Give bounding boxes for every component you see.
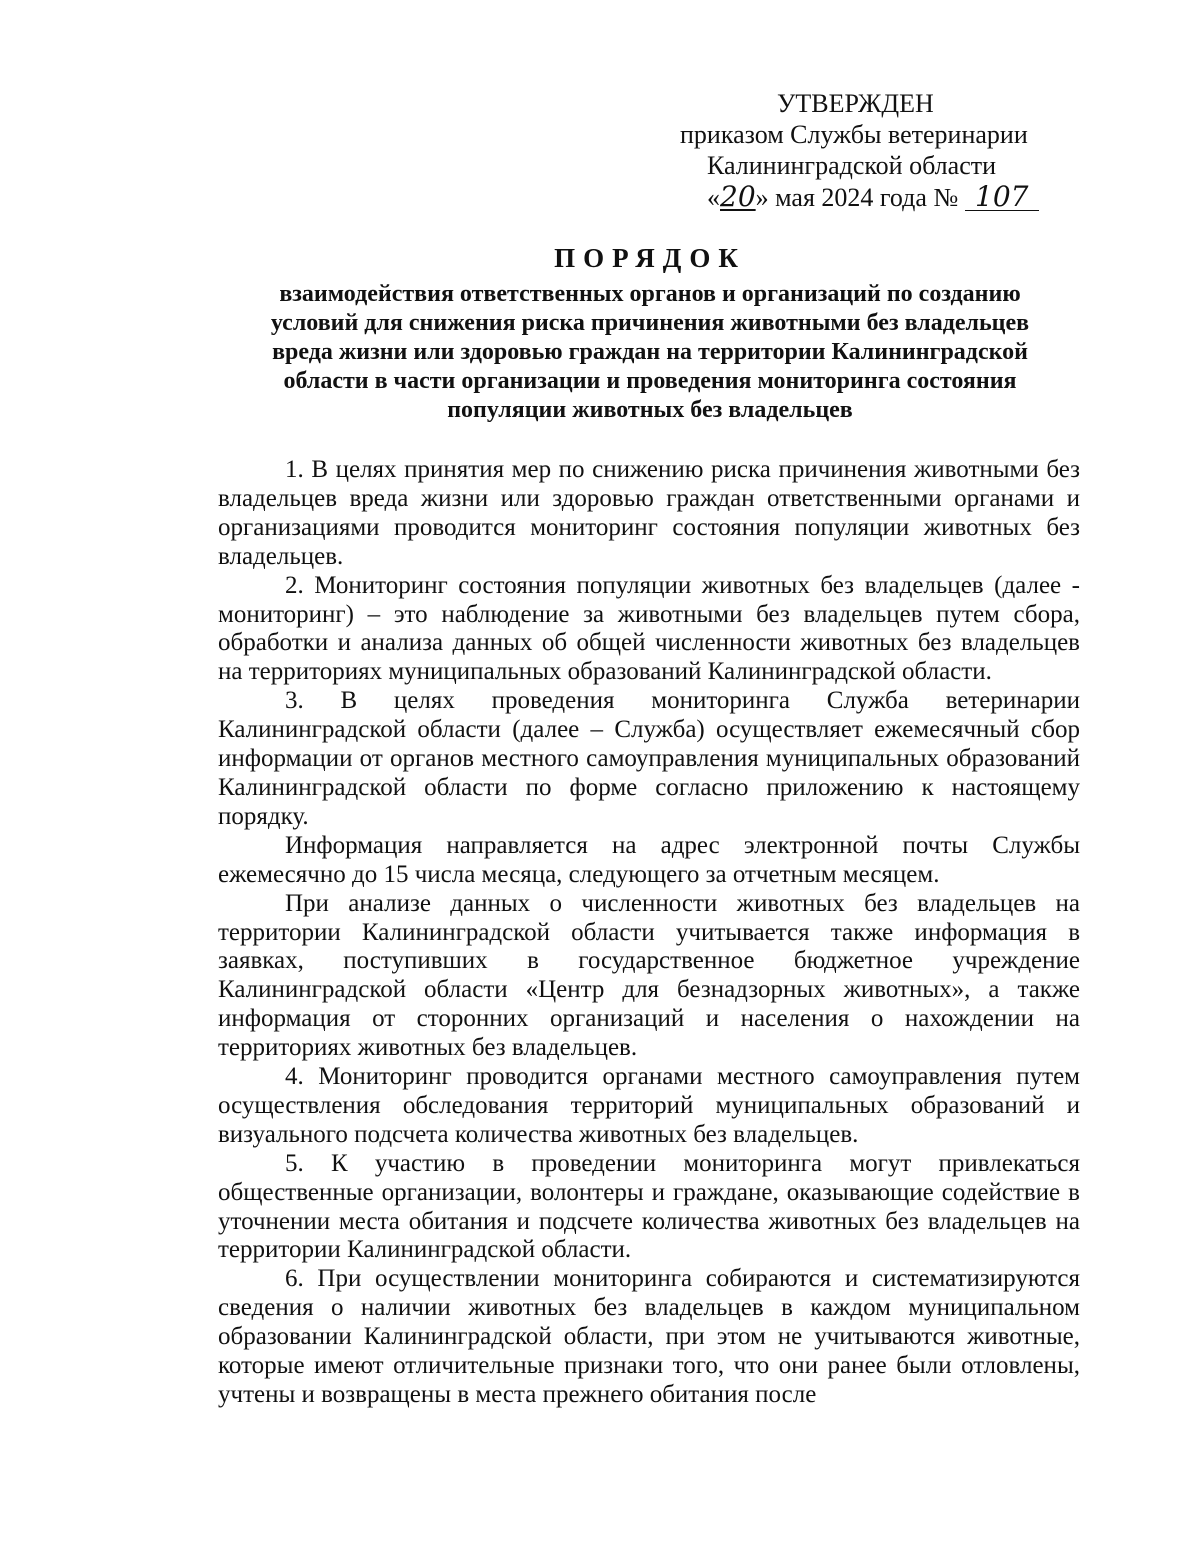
subtitle-line: условий для снижения риска причинения животными без владельцев [270,310,1030,336]
document-heading [200,240,1100,425]
approval-region-line: Калининградской области [707,151,997,180]
approval-date-line [660,181,1060,213]
approval-title: УТВЕРЖДЕН [777,89,934,118]
subtitle-line: области в части организации и проведения мониторинга состояния [283,368,1017,394]
paragraph-6: 6. При осуществлении мониторинга собираются и систематизируются сведения о наличии животных без владельцев в каждом муниципальном образовании Калининградской области, при этом не учитываются животные, которые имеют отличительные признаки того, что они ранее были отловлены, учтены и возвращены в места прежнего обитания после [218,1265,1080,1408]
paragraph-1: 1. В целях принятия мер по снижению риска причинения животными без владельцев вреда жизни или здоровью граждан ответственными органами и организациями проводится мониторинг состояния популяции животных без владельцев. [218,456,1080,570]
paragraph-5: 5. К участию в проведении мониторинга могут привлекаться общественные организации, волонтеры и граждане, оказывающие содействие в уточнении места обитания и подсчете количества животных без владельцев на территории Калининградской области. [218,1149,1080,1264]
paragraph-4: 4. Мониторинг проводится органами местного самоуправления путем осуществления обследования территорий муниципальных образований и визуального подсчета количества животных без владельцев. [218,1063,1080,1148]
handwritten-day: 20 [720,180,756,213]
subtitle-line: взаимодействия ответственных органов и организаций по созданию [279,281,1021,307]
date-close-quote: » [755,183,769,212]
document-title: ПОРЯДОК [554,243,746,273]
handwritten-order-number: 107 [965,184,1039,211]
subtitle-line: вреда жизни или здоровью граждан на территории Калининградской [272,339,1028,365]
date-text: мая 2024 года № [768,183,965,212]
document-body [218,456,1080,1410]
approval-order-line: приказом Службы ветеринарии [680,120,1028,149]
paragraph-3-analysis: При анализе данных о численности животных без владельцев на территории Калининградской области учитывается также информация в заявках, поступивших в государственное бюджетное учреждение Калининградской области «Центр для безнадзорных животных», а также информация от сторонних организаций и населения о нахождении на территориях животных без владельцев. [218,889,1080,1062]
approval-block [660,88,1060,213]
subtitle-line: популяции животных без владельцев [447,397,853,423]
date-open-quote: « [707,183,720,212]
paragraph-2: 2. Мониторинг состояния популяции животных без владельцев (далее - мониторинг) – это наблюдение за животными без владельцев путем сбора, обработки и анализа данных об общей численности животных без владельцев на территориях муниципальных образований Калининградской области. [218,571,1080,686]
paragraph-3: 3. В целях проведения мониторинга Служба ветеринарии Калининградской области (далее – Служба) осуществляет ежемесячный сбор информации от органов местного самоуправления муниципальных образований Калининградской области по форме согласно приложению к настоящему порядку. [218,687,1080,830]
paragraph-3-info: Информация направляется на адрес электронной почты Службы ежемесячно до 15 числа месяца, следующего за отчетным месяцем. [218,831,1080,888]
